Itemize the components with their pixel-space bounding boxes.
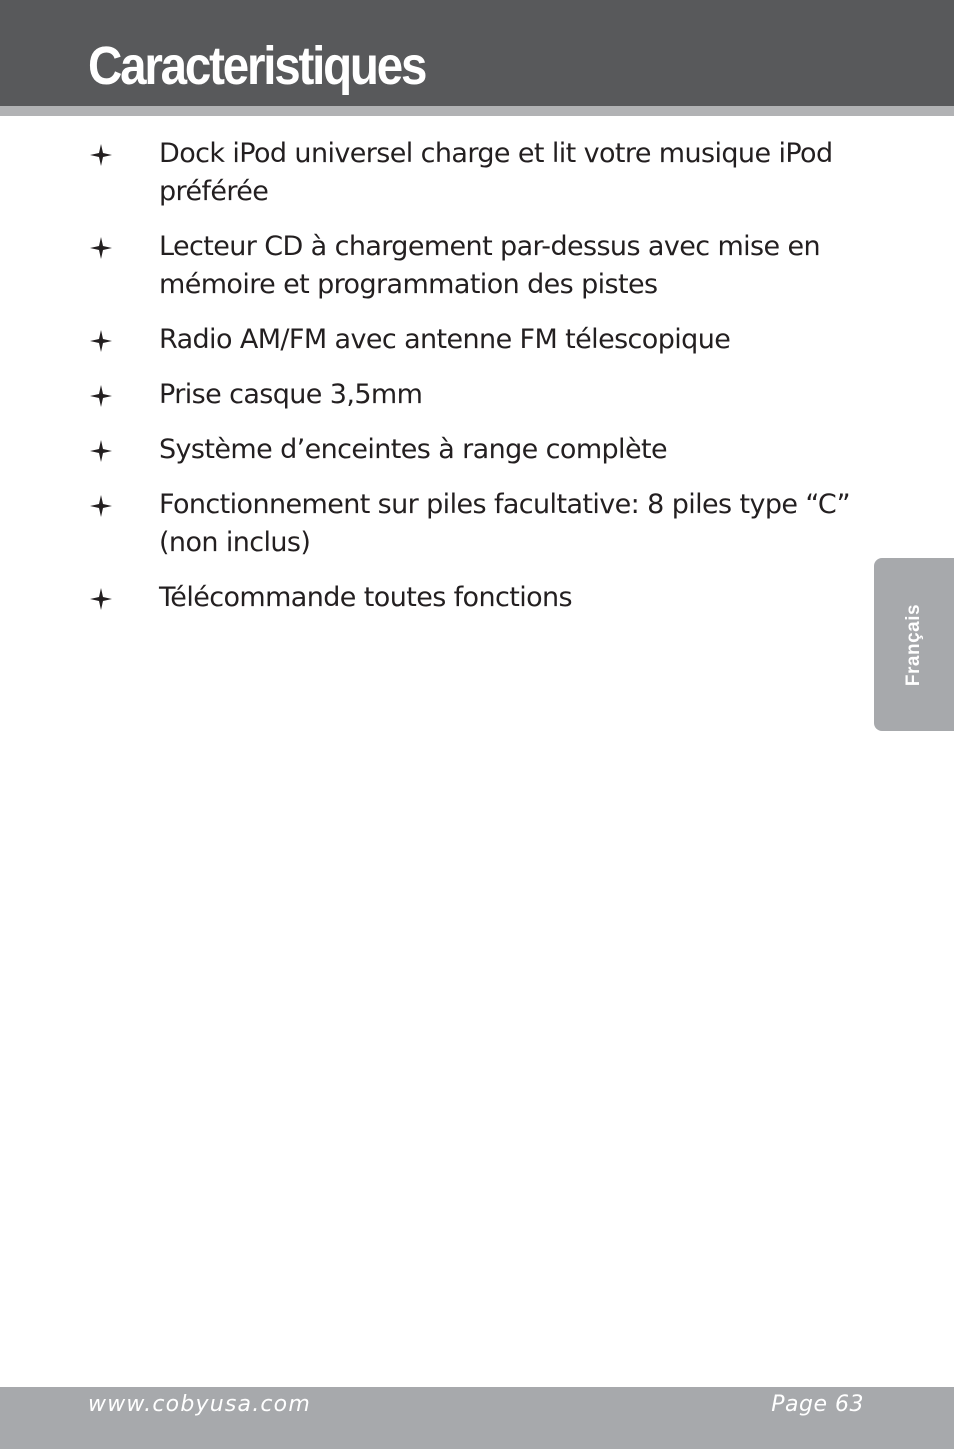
list-item	[88, 228, 868, 304]
four-point-star-icon	[90, 237, 112, 259]
footer-url: www.cobyusa.com	[88, 1392, 311, 1417]
four-point-star-icon	[90, 330, 112, 352]
feature-text: Fonctionnement sur piles facultative: 8 piles type “C” (non inclus)	[159, 489, 850, 558]
language-tab	[874, 558, 954, 731]
feature-text: Prise casque 3,5mm	[159, 379, 423, 410]
list-item	[88, 486, 868, 562]
feature-text: Lecteur CD à chargement par-dessus avec mise en mémoire et programmation des pistes	[159, 231, 821, 300]
four-point-star-icon	[90, 385, 112, 407]
feature-text: Dock iPod universel charge et lit votre musique iPod préférée	[159, 138, 833, 207]
page-title: Caracteristiques	[88, 36, 426, 96]
list-item	[88, 321, 868, 359]
four-point-star-icon	[90, 144, 112, 166]
list-item	[88, 579, 868, 617]
four-point-star-icon	[90, 588, 112, 610]
list-item	[88, 376, 868, 414]
four-point-star-icon	[90, 440, 112, 462]
feature-list	[88, 135, 868, 634]
four-point-star-icon	[90, 495, 112, 517]
feature-text: Système d’enceintes à range complète	[159, 434, 667, 465]
language-tab-label: Français	[903, 603, 924, 686]
list-item	[88, 135, 868, 211]
header-stripe	[0, 106, 954, 116]
list-item	[88, 431, 868, 469]
feature-text: Radio AM/FM avec antenne FM télescopique	[159, 324, 731, 355]
feature-text: Télécommande toutes fonctions	[159, 582, 573, 613]
page-number: Page 63	[771, 1392, 864, 1417]
